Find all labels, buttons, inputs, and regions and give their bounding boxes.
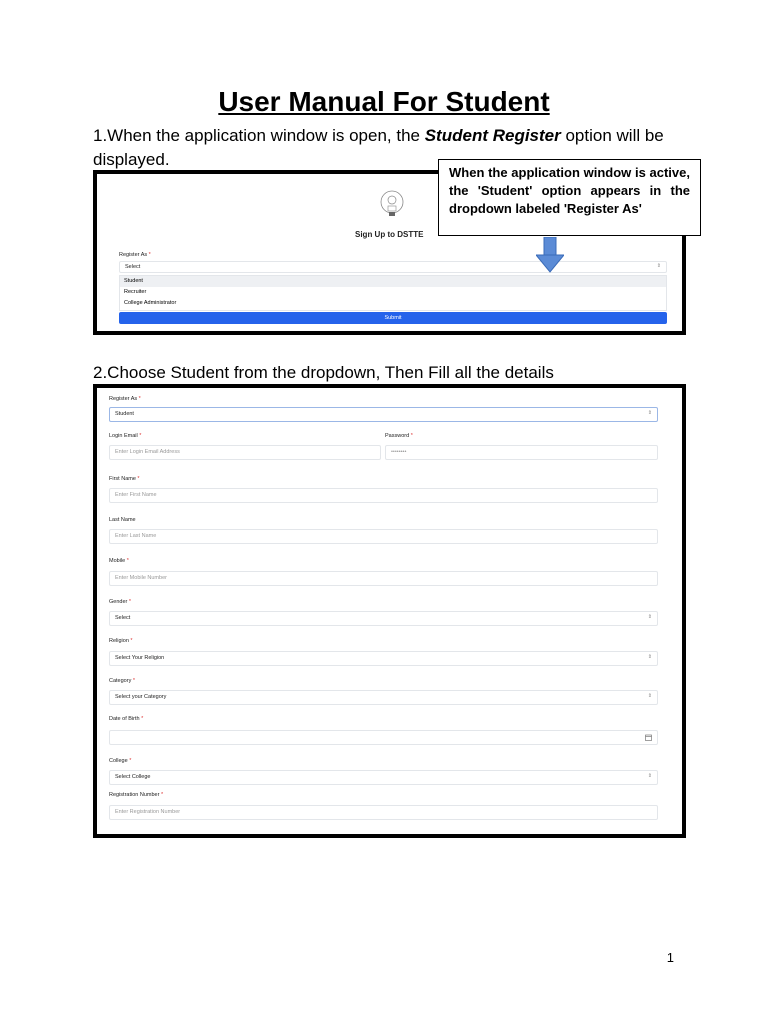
step-2-text: 2.Choose Student from the dropdown, Then Fill all the details (93, 363, 554, 382)
register-as-label: Register As * (109, 396, 141, 402)
mobile-input[interactable]: Enter Mobile Number (109, 571, 658, 586)
arrow-down-icon (536, 237, 564, 273)
college-label: College * (109, 758, 132, 764)
gender-select[interactable]: Select ⇕ (109, 611, 658, 626)
emblem-logo (377, 188, 407, 218)
screenshot-form (93, 384, 686, 838)
gender-label: Gender * (109, 599, 132, 605)
step-1-emphasis: Student Register (424, 126, 561, 145)
chevron-icon: ⇕ (647, 410, 652, 416)
registration-number-input[interactable]: Enter Registration Number (109, 805, 658, 820)
document-title: User Manual For Student (218, 86, 550, 117)
category-label: Category * (109, 678, 135, 684)
chevron-icon: ⇕ (647, 773, 652, 779)
step-1-prefix: 1.When the application window is open, the (93, 126, 425, 145)
option-student[interactable]: Student (120, 276, 666, 287)
option-recruiter[interactable]: Recruiter (124, 289, 147, 295)
login-email-label: Login Email * (109, 433, 142, 439)
college-select[interactable]: Select College ⇕ (109, 770, 658, 785)
signup-heading: Sign Up to DSTTE (355, 230, 424, 239)
register-as-select[interactable]: Student ⇕ (109, 407, 658, 422)
step-1-suffix: option will be displayed. (93, 126, 664, 169)
register-as-select[interactable]: Select ⇕ (119, 261, 667, 273)
callout-note: When the application window is active, the 'Student' option appears in the dropdown labeled 'Register As' (438, 159, 701, 236)
last-name-input[interactable]: Enter Last Name (109, 529, 658, 544)
option-college-administrator[interactable]: College Administrator (124, 300, 177, 306)
registration-number-label: Registration Number * (109, 792, 164, 798)
password-label: Password * (385, 433, 413, 439)
register-as-label: Register As * (119, 252, 151, 258)
first-name-input[interactable]: Enter First Name (109, 488, 658, 503)
page-number: 1 (666, 950, 674, 965)
chevron-icon: ⇕ (647, 654, 652, 660)
category-select[interactable]: Select your Category ⇕ (109, 690, 658, 705)
dob-input[interactable] (109, 730, 658, 745)
chevron-icon: ⇕ (647, 614, 652, 620)
submit-button[interactable]: Submit (119, 312, 667, 324)
register-as-options (119, 275, 667, 311)
login-email-input[interactable]: Enter Login Email Address (109, 445, 381, 460)
chevron-icon: ⇕ (647, 693, 652, 699)
first-name-label: First Name * (109, 476, 140, 482)
religion-label: Religion * (109, 638, 133, 644)
chevron-icon: ⇕ (656, 263, 661, 269)
religion-select[interactable]: Select Your Religion ⇕ (109, 651, 658, 666)
dob-label: Date of Birth * (109, 716, 144, 722)
last-name-label: Last Name (109, 517, 136, 523)
calendar-icon[interactable] (645, 734, 652, 741)
mobile-label: Mobile * (109, 558, 129, 564)
password-input[interactable]: •••••••• (385, 445, 658, 460)
